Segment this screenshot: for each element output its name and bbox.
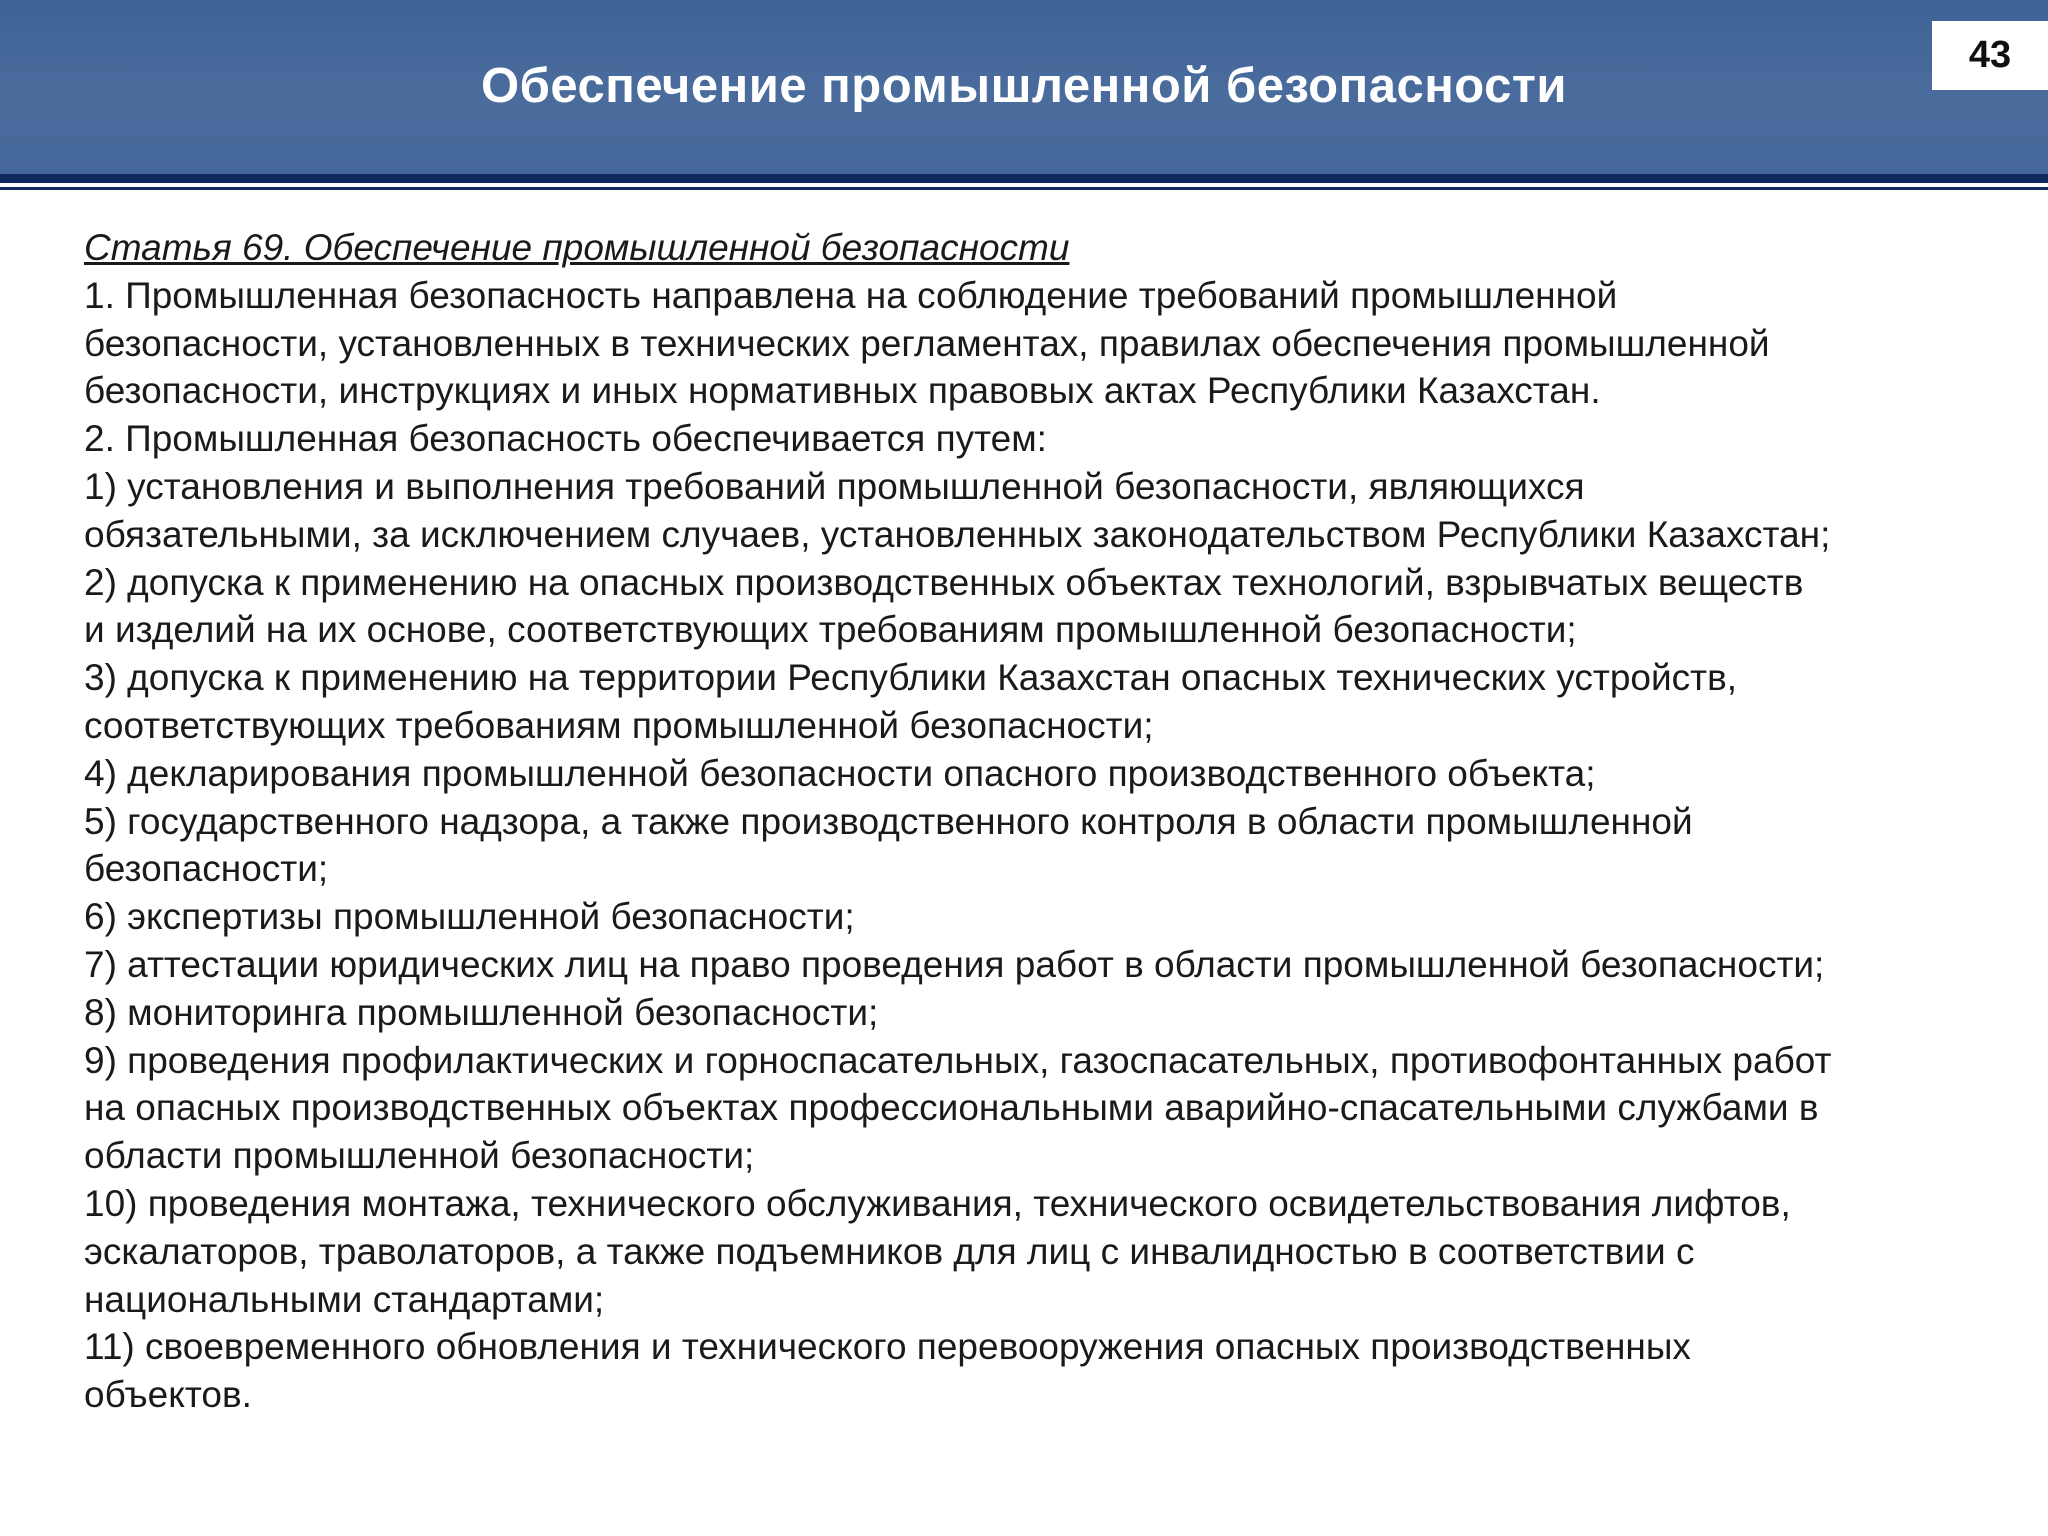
article-line: 11) своевременного обновления и технического перевооружения опасных производственных (84, 1326, 1691, 1368)
article-line: области промышленной безопасности; (84, 1135, 755, 1177)
article-line: безопасности; (84, 848, 329, 890)
article-line: и изделий на их основе, соответствующих требованиям промышленной безопасности; (84, 609, 1577, 651)
article-line: 5) государственного надзора, а также производственного контроля в области промышленной (84, 800, 1693, 842)
article-line: на опасных производственных объектах профессиональными аварийно-спасательными службами в (84, 1087, 1819, 1129)
header-divider-thin (0, 187, 2048, 190)
article-line: 9) проведения профилактических и горноспасательных, газоспасательных, противофонтанных работ (84, 1039, 1832, 1081)
article-line: национальными стандартами; (84, 1278, 605, 1320)
article-line: 1. Промышленная безопасность направлена на соблюдение требований промышленной (84, 274, 1618, 316)
article-line: 10) проведения монтажа, технического обслуживания, технического освидетельствования лифтов, (84, 1182, 1791, 1224)
article-body (84, 224, 2024, 1419)
article-line: 2) допуска к применению на опасных производственных объектах технологий, взрывчатых веществ (84, 561, 1804, 603)
article-line: безопасности, установленных в технических регламентах, правилах обеспечения промышленной (84, 322, 1770, 364)
article-line: 2. Промышленная безопасность обеспечивается путем: (84, 418, 1047, 460)
article-heading: Статья 69. Обеспечение промышленной безопасности (84, 227, 1070, 268)
slide-title: Обеспечение промышленной безопасности (481, 59, 1567, 113)
article-line: объектов. (84, 1374, 252, 1416)
article-line: обязательными, за исключением случаев, установленных законодательством Республики Казахстан; (84, 513, 1831, 555)
article-line: 3) допуска к применению на территории Республики Казахстан опасных технических устройств, (84, 657, 1738, 699)
article-line: 4) декларирования промышленной безопасности опасного производственного объекта; (84, 752, 1596, 794)
page-number: 43 (1932, 21, 2048, 90)
article-line: соответствующих требованиям промышленной безопасности; (84, 704, 1154, 746)
article-line: эскалаторов, траволаторов, а также подъемников для лиц с инвалидностью в соответствии с (84, 1230, 1695, 1272)
article-line: 8) мониторинга промышленной безопасности; (84, 991, 879, 1033)
article-line: безопасности, инструкциях и иных нормативных правовых актах Республики Казахстан. (84, 370, 1601, 412)
header-banner (0, 0, 2048, 174)
article-line: 6) экспертизы промышленной безопасности; (84, 896, 855, 938)
article-line: 7) аттестации юридических лиц на право проведения работ в области промышленной безопасности; (84, 943, 1825, 985)
header-divider (0, 174, 2048, 183)
article-line: 1) установления и выполнения требований промышленной безопасности, являющихся (84, 465, 1585, 507)
